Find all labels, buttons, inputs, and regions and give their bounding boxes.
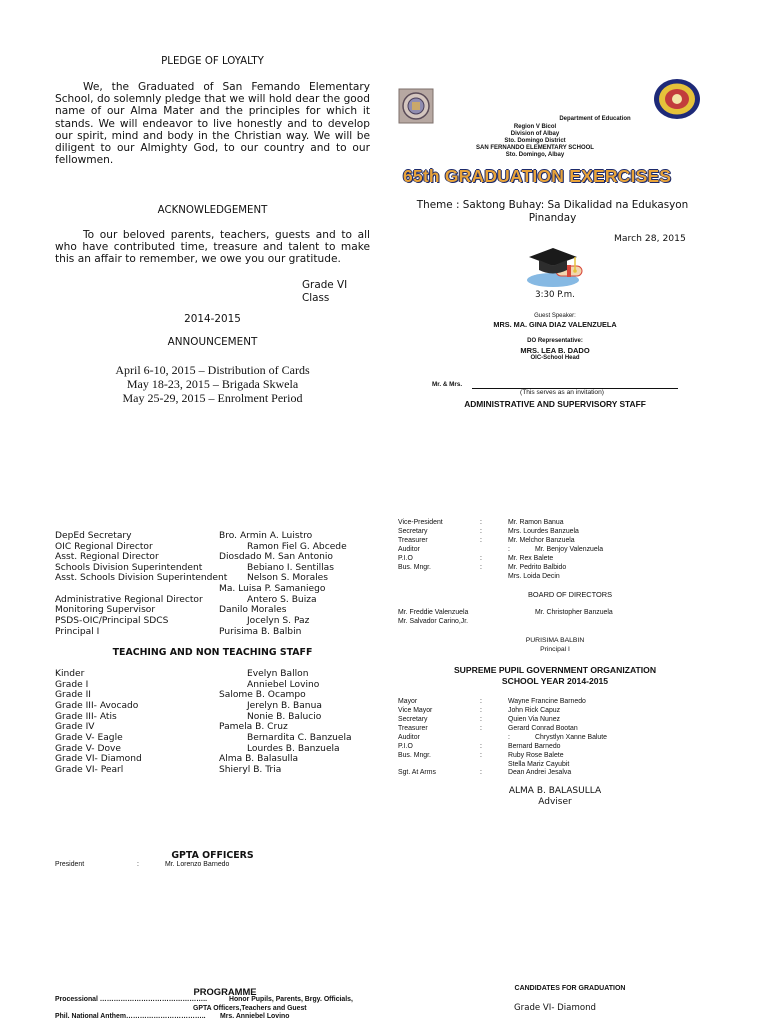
event-time: 3:30 P.m.: [535, 290, 575, 300]
acknowledgement-text: To our beloved parents, teachers, guests and to all who have contributed time, treasure and talent to make this an affair to remember, we owe you our gratitude.: [55, 229, 370, 266]
guest-speaker-label: Guest Speaker:: [534, 313, 576, 319]
adviser-role: Adviser: [538, 797, 572, 807]
header-dept: Department of Education: [559, 116, 631, 122]
school-year-label: 2014-2015: [184, 313, 241, 325]
teaching-staff-title: TEACHING AND NON TEACHING STAFF: [112, 647, 313, 658]
candidates-section: Grade VI- Diamond: [514, 1003, 596, 1013]
event-date: March 28, 2015: [614, 233, 686, 244]
board-title: BOARD OF DIRECTORS: [527, 590, 613, 599]
header-school: SAN FERNANDO ELEMENTARY SCHOOL: [476, 145, 594, 151]
header-town: Sto. Domingo, Albay: [505, 152, 565, 158]
header-district: Sto. Domingo District: [504, 138, 566, 144]
header-division: Division of Albay: [510, 131, 560, 137]
deped-seal-icon: [653, 78, 701, 120]
event-theme: Theme : Saktong Buhay: Sa Dikalidad na Edukasyon Pinanday: [416, 199, 689, 224]
header-region: Region V Bicol: [513, 124, 557, 130]
school-seal-icon: [398, 88, 434, 124]
announcement-item: May 25-29, 2015 – Enrolment Period: [122, 391, 303, 405]
graduation-cap-icon: [523, 246, 587, 288]
principal-name: PURISIMA BALBIN: [525, 637, 585, 644]
admin-staff-title: ADMINISTRATIVE AND SUPERVISORY STAFF: [464, 399, 646, 409]
spg-title: SUPREME PUPIL GOVERNMENT ORGANIZATION: [453, 665, 657, 675]
pledge-title: PLEDGE OF LOYALTY: [161, 56, 264, 67]
principal-role: Principal I: [540, 646, 570, 653]
do-rep-role: OIC-School Head: [530, 355, 580, 361]
event-title: 65th GRADUATION EXERCISES: [403, 166, 672, 186]
gpta-title: GPTA OFFICERS: [171, 850, 254, 861]
do-rep-label: DO Representative:: [527, 338, 583, 344]
acknowledgement-signoff-line2: Class: [302, 292, 330, 304]
invitation-note: (This serves as an invitation): [520, 389, 604, 396]
do-rep-name: MRS. LEA B. DADO: [520, 346, 590, 355]
spg-year: SCHOOL YEAR 2014-2015: [501, 676, 609, 686]
adviser-name: ALMA B. BALASULLA: [508, 786, 602, 796]
programme-title: PROGRAMME: [193, 986, 257, 997]
guest-speaker-name: MRS. MA. GINA DIAZ VALENZUELA: [493, 320, 617, 329]
pledge-text: We, the Graduated of San Femando Elementary School, do solemnly pledge that we will hold dear the good name of our Alma Mater and the principles for which it stands. We will endeavor to live honestly and to develop our spirit, mind and body in the Christian way. We will be diligent to our Almighty God, to our country and to our fellowmen.: [55, 81, 370, 167]
acknowledgement-title: ACKNOWLEDGEMENT: [157, 205, 268, 216]
announcement-item: May 18-23, 2015 – Brigada Skwela: [126, 377, 299, 391]
announcement-title: ANNOUNCEMENT: [167, 336, 258, 348]
invitation-line-label: Mr. & Mrs.: [432, 381, 463, 388]
acknowledgement-signoff-line1: Grade VI: [302, 279, 348, 291]
candidates-title: CANDIDATES FOR GRADUATION: [514, 985, 626, 992]
announcement-item: April 6-10, 2015 – Distribution of Cards: [115, 363, 310, 377]
